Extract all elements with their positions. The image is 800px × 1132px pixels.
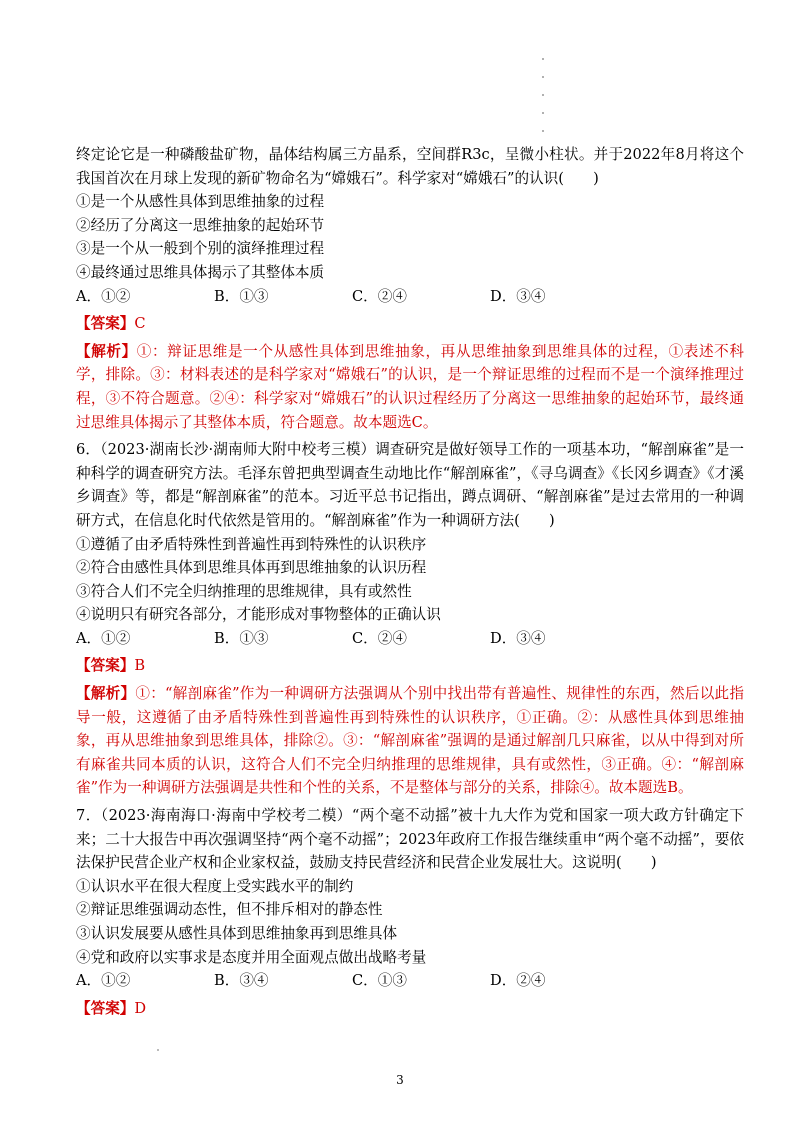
- option-b: B．①③: [214, 287, 269, 305]
- option-d: D．③④: [490, 287, 546, 305]
- statement-item: ④说明只有研究各部分，才能形成对事物整体的正确认识: [76, 606, 441, 624]
- statement-item: ②经历了分离这一思维抽象的起始环节: [76, 216, 325, 234]
- statement-item: ③认识发展要从感性具体到思维抽象再到思维具体: [76, 925, 398, 942]
- analysis-label: 【解析】: [76, 342, 137, 360]
- statement-item: ①是一个从感性具体到思维抽象的过程: [76, 193, 325, 211]
- analysis-label: 【解析】: [76, 685, 136, 703]
- question-stem: 终定论它是一种磷酸盐矿物，晶体结构属三方晶系，空间群R3c，呈微小柱状。并于2022年8月将这个我国首次在月球上发现的新矿物命名为“嫦娥石”。科学家对“嫦娥石”的认识( ): [76, 146, 744, 187]
- option-b: B．③④: [214, 972, 269, 990]
- answer-label: 【答案】: [76, 315, 135, 333]
- decorative-dot: [157, 1049, 159, 1051]
- option-d: D．③④: [490, 629, 546, 647]
- statement-item: ④最终通过思维具体揭示了其整体本质: [76, 263, 325, 281]
- choice-options: [76, 969, 744, 993]
- decorative-dots: [542, 58, 546, 148]
- question-stem: 6．（2023·湖南长沙·湖南师大附中校考三模）调查研究是做好领导工作的一项基本功，“解剖麻雀”是一种科学的调查研究方法。毛泽东曾把典型调查生动地比作“解剖麻雀”，《寻乌调查》《长冈乡调查》《才溪乡调查》等，都是“解剖麻雀”的范本。习近平总书记指出，蹲点调研、“解剖麻雀”是过去常用的一种调研方式，在信息化时代依然是管用的。“解剖麻雀”作为一种调研方法( ): [76, 441, 744, 529]
- answer-value: B: [134, 657, 146, 675]
- question-stem: 7．（2023·海南海口·海南中学校考二模）“两个毫不动摇”被十九大作为党和国家一项大政方针确定下来；二十大报告中再次强调坚持“两个毫不动摇”；2023年政府工作报告继续重申“两个毫不动摇”，要依法保护民营企业产权和企业家权益，鼓励支持民营经济和民营企业发展壮大。这说明( ): [76, 807, 744, 872]
- answer-line: [76, 312, 744, 336]
- statement-item: ③符合人们不完全归纳推理的思维规律，具有或然性: [76, 582, 412, 600]
- choice-options: [76, 285, 744, 309]
- analysis-paragraph: [76, 340, 744, 434]
- answer-line: [76, 654, 744, 678]
- option-c: C．②④: [352, 287, 407, 305]
- analysis-text: ①：“解剖麻雀”作为一种调研方法强调从个别中找出带有普遍性、规律性的东西，然后以此指导一般，这遵循了由矛盾特殊性到普遍性再到特殊性的认识秩序，①正确。②：从感性具体到思维抽象，再从思维抽象到思维具体，排除②。③：“解剖麻雀”强调的是通过解剖几只麻雀，以从中得到对所有麻雀共同本质的认识，这符合人们不完全归纳推理的思维规律，具有或然性，③正确。④：“解剖麻雀”作为一种调研方法强调是共性和个性的关系，不是整体与部分的关系，排除④。故本题选B。: [76, 685, 744, 797]
- answer-value: D: [134, 999, 147, 1017]
- choice-options: [76, 627, 744, 651]
- statement-item: ①遵循了由矛盾特殊性到普遍性再到特殊性的认识秩序: [76, 535, 427, 553]
- analysis-paragraph: [76, 682, 744, 800]
- option-a: A．①②: [76, 629, 131, 647]
- option-a: A．①②: [76, 972, 131, 990]
- statement-item: ②符合由感性具体到思维具体再到思维抽象的认识历程: [76, 559, 427, 577]
- option-b: B．①③: [214, 629, 269, 647]
- option-c: C．①③: [352, 972, 407, 990]
- statement-item: ①认识水平在很大程度上受实践水平的制约: [76, 877, 354, 895]
- answer-line: [76, 997, 744, 1021]
- option-a: A．①②: [76, 287, 131, 305]
- answer-label: 【答案】: [76, 999, 135, 1017]
- content: [76, 143, 744, 1020]
- statement-item: ③是一个从一般到个别的演绎推理过程: [76, 240, 325, 258]
- page-number: 3: [396, 1073, 404, 1087]
- question-6: [76, 438, 744, 800]
- question-7: [76, 804, 744, 1020]
- analysis-text: ①：辩证思维是一个从感性具体到思维抽象，再从思维抽象到思维具体的过程，①表述不科学，排除。③：材料表述的是科学家对“嫦娥石”的认识，是一个辩证思维的过程而不是一个演绎推理过程，③不符合题意。②④：科学家对“嫦娥石”的认识过程经历了分离这一思维抽象的起始环节，最终通过思维具体揭示了其整体本质，符合题意。故本题选C。: [76, 342, 744, 431]
- option-d: D．②④: [490, 972, 546, 990]
- statement-item: ④党和政府以实事求是态度并用全面观点做出战略考量: [76, 948, 427, 966]
- answer-label: 【答案】: [76, 657, 135, 675]
- statement-item: ②辩证思维强调动态性，但不排斥相对的静态性: [76, 901, 383, 919]
- answer-value: C: [134, 315, 146, 333]
- option-c: C．②④: [352, 629, 407, 647]
- question-5: [76, 143, 744, 434]
